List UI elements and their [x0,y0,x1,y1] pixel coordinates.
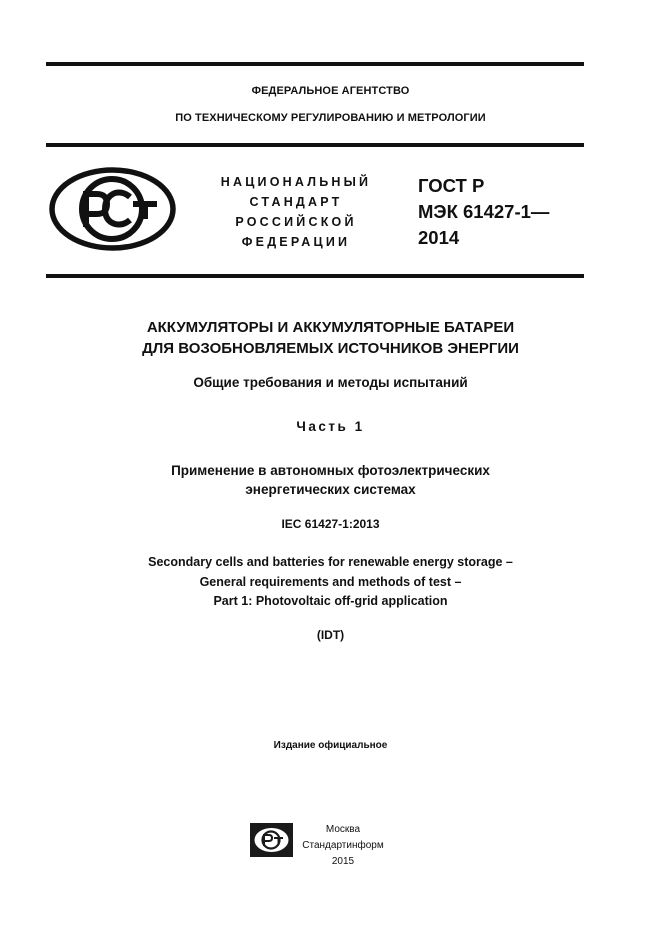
publisher-imprint [300,822,386,870]
title-line-1: АККУМУЛЯТОРЫ И АККУМУЛЯТОРНЫЕ БАТАРЕИ [146,319,515,336]
designation-line-1: ГОСТ Р [418,175,485,196]
designation-line-2: МЭК 61427-1— [418,201,550,222]
designation-line-3: 2014 [418,227,460,248]
english-title-line-1: Secondary cells and batteries for renewable energy storage – [148,555,513,569]
english-title-line-2: General requirements and methods of test – [199,574,462,589]
iec-reference: IEC 61427-1:2013 [281,517,380,531]
standard-designation [418,173,549,251]
gost-r-emblem-icon [49,167,176,251]
english-title-line-3: Part 1: Photovoltaic off-grid application [213,594,448,608]
top-rule [46,62,584,66]
application-title [0,461,661,499]
application-line-2: энергетических системах [245,482,416,497]
part-number: Часть 1 [296,419,365,434]
agency-line-1: ФЕДЕРАЛЬНОЕ АГЕНТСТВО [251,85,410,97]
publisher-year: 2015 [331,856,355,867]
publisher-city: Москва [325,824,361,835]
agency-line-2: ПО ТЕХНИЧЕСКОМУ РЕГУЛИРОВАНИЮ И МЕТРОЛОГИИ [175,112,486,124]
standard-type-line-3: РОССИЙСКОЙ [235,215,357,229]
publisher-name: Стандартинформ [302,840,384,851]
document-subtitle: Общие требования и методы испытаний [193,375,468,390]
standard-type-line-1: НАЦИОНАЛЬНЫЙ [220,175,372,189]
standartinform-logo-icon [250,823,293,857]
standard-type-block [190,172,402,252]
emblem-rule [46,274,584,278]
title-line-2: ДЛЯ ВОЗОБНОВЛЯЕМЫХ ИСТОЧНИКОВ ЭНЕРГИИ [142,340,519,357]
english-title [0,553,661,612]
application-line-1: Применение в автономных фотоэлектрических [171,463,490,478]
header-rule [46,143,584,147]
idt-marker: (IDT) [316,628,345,642]
document-title [0,317,661,359]
official-edition: Издание официальное [273,740,388,751]
standard-type-line-2: СТАНДАРТ [249,195,343,209]
standard-type-line-4: ФЕДЕРАЦИИ [241,235,351,249]
